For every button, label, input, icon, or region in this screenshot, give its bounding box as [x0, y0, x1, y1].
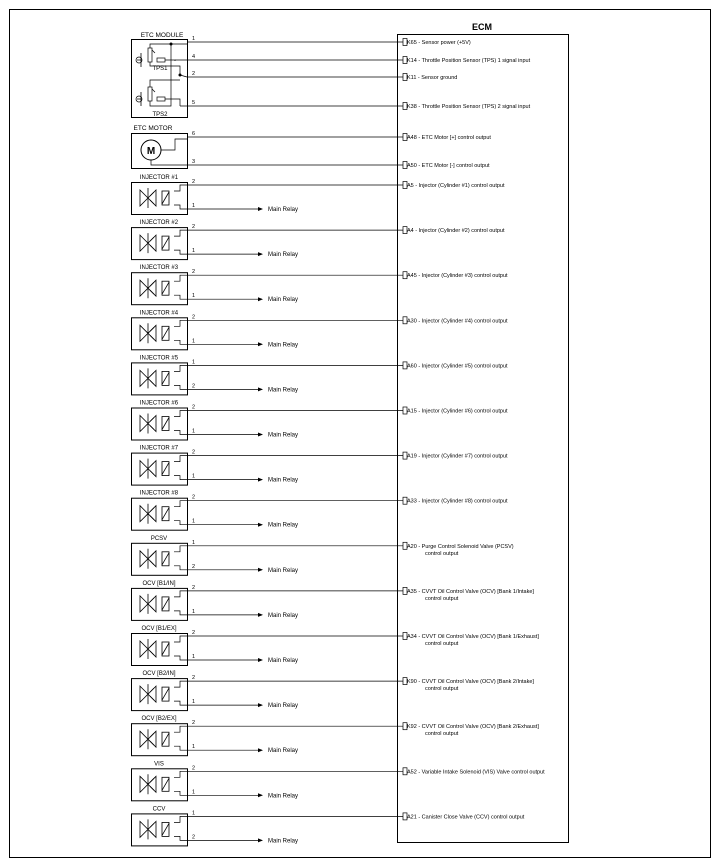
- main-relay-label: Main Relay: [268, 567, 299, 574]
- arrow-icon: [258, 523, 263, 527]
- valve-icon: [140, 596, 148, 612]
- actuator-9: [132, 536, 404, 576]
- valve-icon: [140, 551, 148, 567]
- connector-pin-number: 2: [192, 675, 196, 682]
- connector-pin-number: 2: [192, 179, 196, 185]
- actuator-14: [132, 761, 404, 801]
- actuator-3: [132, 265, 404, 305]
- connector-pin-number: 2: [192, 765, 196, 772]
- ecm-pin-label: K92 - CVVT Oil Control Valve (OCV) [Bank 2/Exhaust]: [407, 724, 539, 731]
- valve-icon: [148, 731, 156, 747]
- actuator-label: OCV [B1/EX]: [141, 626, 177, 632]
- valve-icon: [140, 461, 148, 477]
- ecm-box: [398, 35, 569, 843]
- valve-icon: [140, 190, 148, 206]
- connector-pin-number: 6: [192, 131, 196, 137]
- valve-icon: [140, 280, 148, 296]
- ecm-pin-label: A35 - CVVT Oil Control Valve (OCV) [Bank 1/Intake]: [407, 588, 534, 595]
- etc-motor-label: ETC MOTOR: [133, 125, 173, 132]
- connector-pin-number: 1: [192, 248, 196, 255]
- actuator-8: [132, 491, 404, 531]
- main-relay-label: Main Relay: [268, 252, 299, 259]
- arrow-icon: [258, 433, 263, 437]
- valve-icon: [148, 280, 156, 296]
- main-relay-label: Main Relay: [268, 658, 299, 664]
- valve-icon: [148, 776, 156, 792]
- main-relay-label: Main Relay: [268, 432, 299, 439]
- ecm-pin-label: A5 - Injector (Cylinder #1) control output: [407, 183, 505, 189]
- actuator-4: [132, 310, 404, 350]
- actuator-label: INJECTOR #6: [139, 400, 179, 407]
- actuator-label: INJECTOR #4: [139, 310, 179, 317]
- ecm-pin-label: A30 - Injector (Cylinder #4) control output: [407, 318, 508, 325]
- valve-icon: [140, 370, 148, 386]
- actuator-2: [132, 220, 404, 260]
- ecm-pin-label: K90 - CVVT Oil Control Valve (OCV) [Bank 2/Intake]: [407, 679, 534, 686]
- arrow-icon: [258, 342, 263, 346]
- connector-pin-number: 3: [192, 159, 196, 165]
- arrow-icon: [258, 838, 263, 842]
- valve-icon: [140, 641, 148, 657]
- connector-pin-number: 2: [192, 404, 196, 411]
- ecm-pin-label: A48 - ETC Motor [+] control output: [407, 135, 491, 141]
- actuator-label: INJECTOR #2: [139, 220, 179, 227]
- valve-icon: [140, 235, 148, 251]
- connector-pin-number: 5: [192, 100, 196, 106]
- connector-pin-number: 2: [192, 584, 196, 591]
- valve-icon: [148, 370, 156, 386]
- ecm-pin-label: A4 - Injector (Cylinder #2) control output: [407, 228, 505, 235]
- connector-pin-number: 2: [192, 834, 196, 841]
- actuator-7: [132, 446, 404, 486]
- valve-icon: [148, 190, 156, 206]
- connector-pin-number: 2: [192, 494, 196, 501]
- valve-icon: [148, 641, 156, 657]
- actuator-6: [132, 401, 404, 441]
- ecm-title: ECM: [472, 22, 492, 32]
- ecm-pin-label: K14 - Throttle Position Sensor (TPS) 1 signal input: [407, 58, 531, 64]
- valve-icon: [148, 461, 156, 477]
- valve-icon: [140, 416, 148, 432]
- actuator-label: CCV: [152, 806, 166, 813]
- main-relay-label: Main Relay: [268, 703, 299, 710]
- valve-icon: [140, 325, 148, 341]
- valve-icon: [148, 551, 156, 567]
- actuator-label: INJECTOR #1: [139, 175, 179, 181]
- connector-pin-number: 1: [192, 473, 196, 480]
- tps2-sensor: [136, 44, 180, 106]
- actuator-label: INJECTOR #7: [139, 445, 179, 452]
- ecm-pin-label-cont: control output: [425, 550, 459, 557]
- actuator-label: INJECTOR #5: [139, 355, 179, 362]
- valve-icon: [148, 416, 156, 432]
- actuator-label: OCV [B2/EX]: [141, 716, 177, 723]
- actuator-10: [132, 581, 404, 621]
- ecm-pin-label-cont: control output: [425, 641, 459, 647]
- connector-pin-number: 2: [192, 224, 196, 231]
- connector-pin-number: 1: [192, 293, 196, 300]
- connector-pin-number: 1: [192, 518, 196, 525]
- ecm-pin-label: A21 - Canister Close Valve (CCV) control output: [407, 814, 525, 821]
- actuator-label: OCV [B2/IN]: [142, 671, 176, 678]
- valve-icon: [148, 235, 156, 251]
- ecm-pin-label-cont: control output: [425, 595, 459, 602]
- main-relay-label: Main Relay: [268, 387, 299, 394]
- arrow-icon: [258, 703, 263, 707]
- arrow-icon: [258, 748, 263, 752]
- valve-icon: [140, 506, 148, 522]
- arrow-icon: [258, 297, 263, 301]
- main-relay-label: Main Relay: [268, 838, 299, 845]
- ecm-pin-label: A20 - Purge Control Solenoid Valve (PCSV): [407, 543, 514, 550]
- actuator-1: [132, 175, 404, 215]
- valve-icon: [140, 821, 148, 837]
- connector-pin-number: 1: [192, 539, 196, 546]
- actuator-label: INJECTOR #8: [139, 490, 179, 497]
- ecm-pin-label: A34 - CVVT Oil Control Valve (OCV) [Bank 1/Exhaust]: [407, 634, 539, 640]
- ecm-pin-label: K65 - Sensor power (+5V): [407, 40, 471, 46]
- arrow-icon: [258, 613, 263, 617]
- ecm-pin-label: K11 - Sensor ground: [407, 75, 458, 81]
- connector-pin-number: 1: [192, 699, 196, 706]
- connector-pin-number: 1: [192, 654, 196, 660]
- main-relay-label: Main Relay: [268, 207, 299, 213]
- ecm-pin-label: A60 - Injector (Cylinder #5) control output: [407, 363, 508, 370]
- connector-pin-number: 1: [192, 608, 196, 615]
- actuator-15: [132, 806, 404, 846]
- connector-pin-number: 2: [192, 71, 196, 77]
- tps1-label: TPS1: [152, 66, 168, 72]
- main-relay-label: Main Relay: [268, 612, 299, 619]
- main-relay-label: Main Relay: [268, 522, 299, 529]
- arrow-icon: [258, 658, 263, 662]
- connector-pin-number: 1: [192, 338, 196, 345]
- actuator-5: [132, 355, 404, 395]
- arrow-icon: [258, 207, 263, 211]
- ecm-pin-label: A52 - Variable Intake Solenoid (VIS) Valve control output: [407, 769, 545, 776]
- ecm-pin-label-cont: control output: [425, 731, 459, 738]
- arrow-icon: [258, 568, 263, 572]
- valve-icon: [140, 731, 148, 747]
- main-relay-label: Main Relay: [268, 477, 299, 484]
- arrow-icon: [258, 793, 263, 797]
- ecm-pin-label: A45 - Injector (Cylinder #3) control output: [407, 273, 508, 280]
- etc-module: [132, 32, 188, 169]
- ecm-pin-label-cont: control output: [425, 686, 459, 693]
- actuator-11: [132, 626, 404, 666]
- connector-pin-number: 2: [192, 383, 196, 390]
- motor-symbol: M: [146, 146, 156, 157]
- ecm-pin-label: A15 - Injector (Cylinder #6) control output: [407, 408, 508, 415]
- ecm-pin-label: K38 - Throttle Position Sensor (TPS) 2 signal input: [407, 104, 531, 110]
- connector-pin-number: 1: [192, 744, 196, 751]
- valve-icon: [148, 596, 156, 612]
- connector-pin-number: 1: [192, 36, 196, 42]
- actuator-13: [132, 716, 404, 756]
- connector-pin-number: 2: [192, 630, 196, 636]
- tps2-label: TPS2: [152, 112, 168, 118]
- main-relay-label: Main Relay: [268, 342, 299, 349]
- valve-icon: [148, 506, 156, 522]
- ecm-pin-label: A19 - Injector (Cylinder #7) control output: [407, 453, 508, 460]
- actuator-label: INJECTOR #3: [139, 265, 179, 272]
- connector-pin-number: 2: [192, 720, 196, 727]
- actuator-label: PCSV: [150, 535, 168, 542]
- arrow-icon: [258, 387, 263, 391]
- actuator-label: OCV [B1/IN]: [142, 580, 176, 587]
- arrow-icon: [258, 478, 263, 482]
- ecm-pin-label: A33 - Injector (Cylinder #8) control output: [407, 498, 508, 505]
- valve-icon: [140, 686, 148, 702]
- connector-pin-number: 2: [192, 314, 196, 321]
- valve-icon: [148, 325, 156, 341]
- connector-pin-number: 1: [192, 203, 196, 209]
- actuator-12: [132, 671, 404, 711]
- main-relay-label: Main Relay: [268, 297, 299, 304]
- connector-pin-number: 1: [192, 428, 196, 435]
- main-relay-label: Main Relay: [268, 748, 299, 755]
- main-relay-label: Main Relay: [268, 793, 299, 800]
- connector-pin-number: 1: [192, 359, 196, 366]
- connector-pin-number: 2: [192, 449, 196, 456]
- valve-icon: [140, 776, 148, 792]
- connector-pin-number: 1: [192, 789, 196, 796]
- etc-module-label: ETC MODULE: [140, 32, 184, 39]
- arrow-icon: [258, 252, 263, 256]
- actuator-label: VIS: [154, 761, 164, 768]
- connector-pin-number: 1: [192, 810, 196, 817]
- valve-icon: [148, 686, 156, 702]
- connector-pin-number: 2: [192, 563, 196, 570]
- ecm-pin-label: A50 - ETC Motor [-] control output: [407, 163, 490, 169]
- connector-pin-number: 4: [192, 54, 196, 60]
- connector-pin-number: 2: [192, 269, 196, 276]
- valve-icon: [148, 821, 156, 837]
